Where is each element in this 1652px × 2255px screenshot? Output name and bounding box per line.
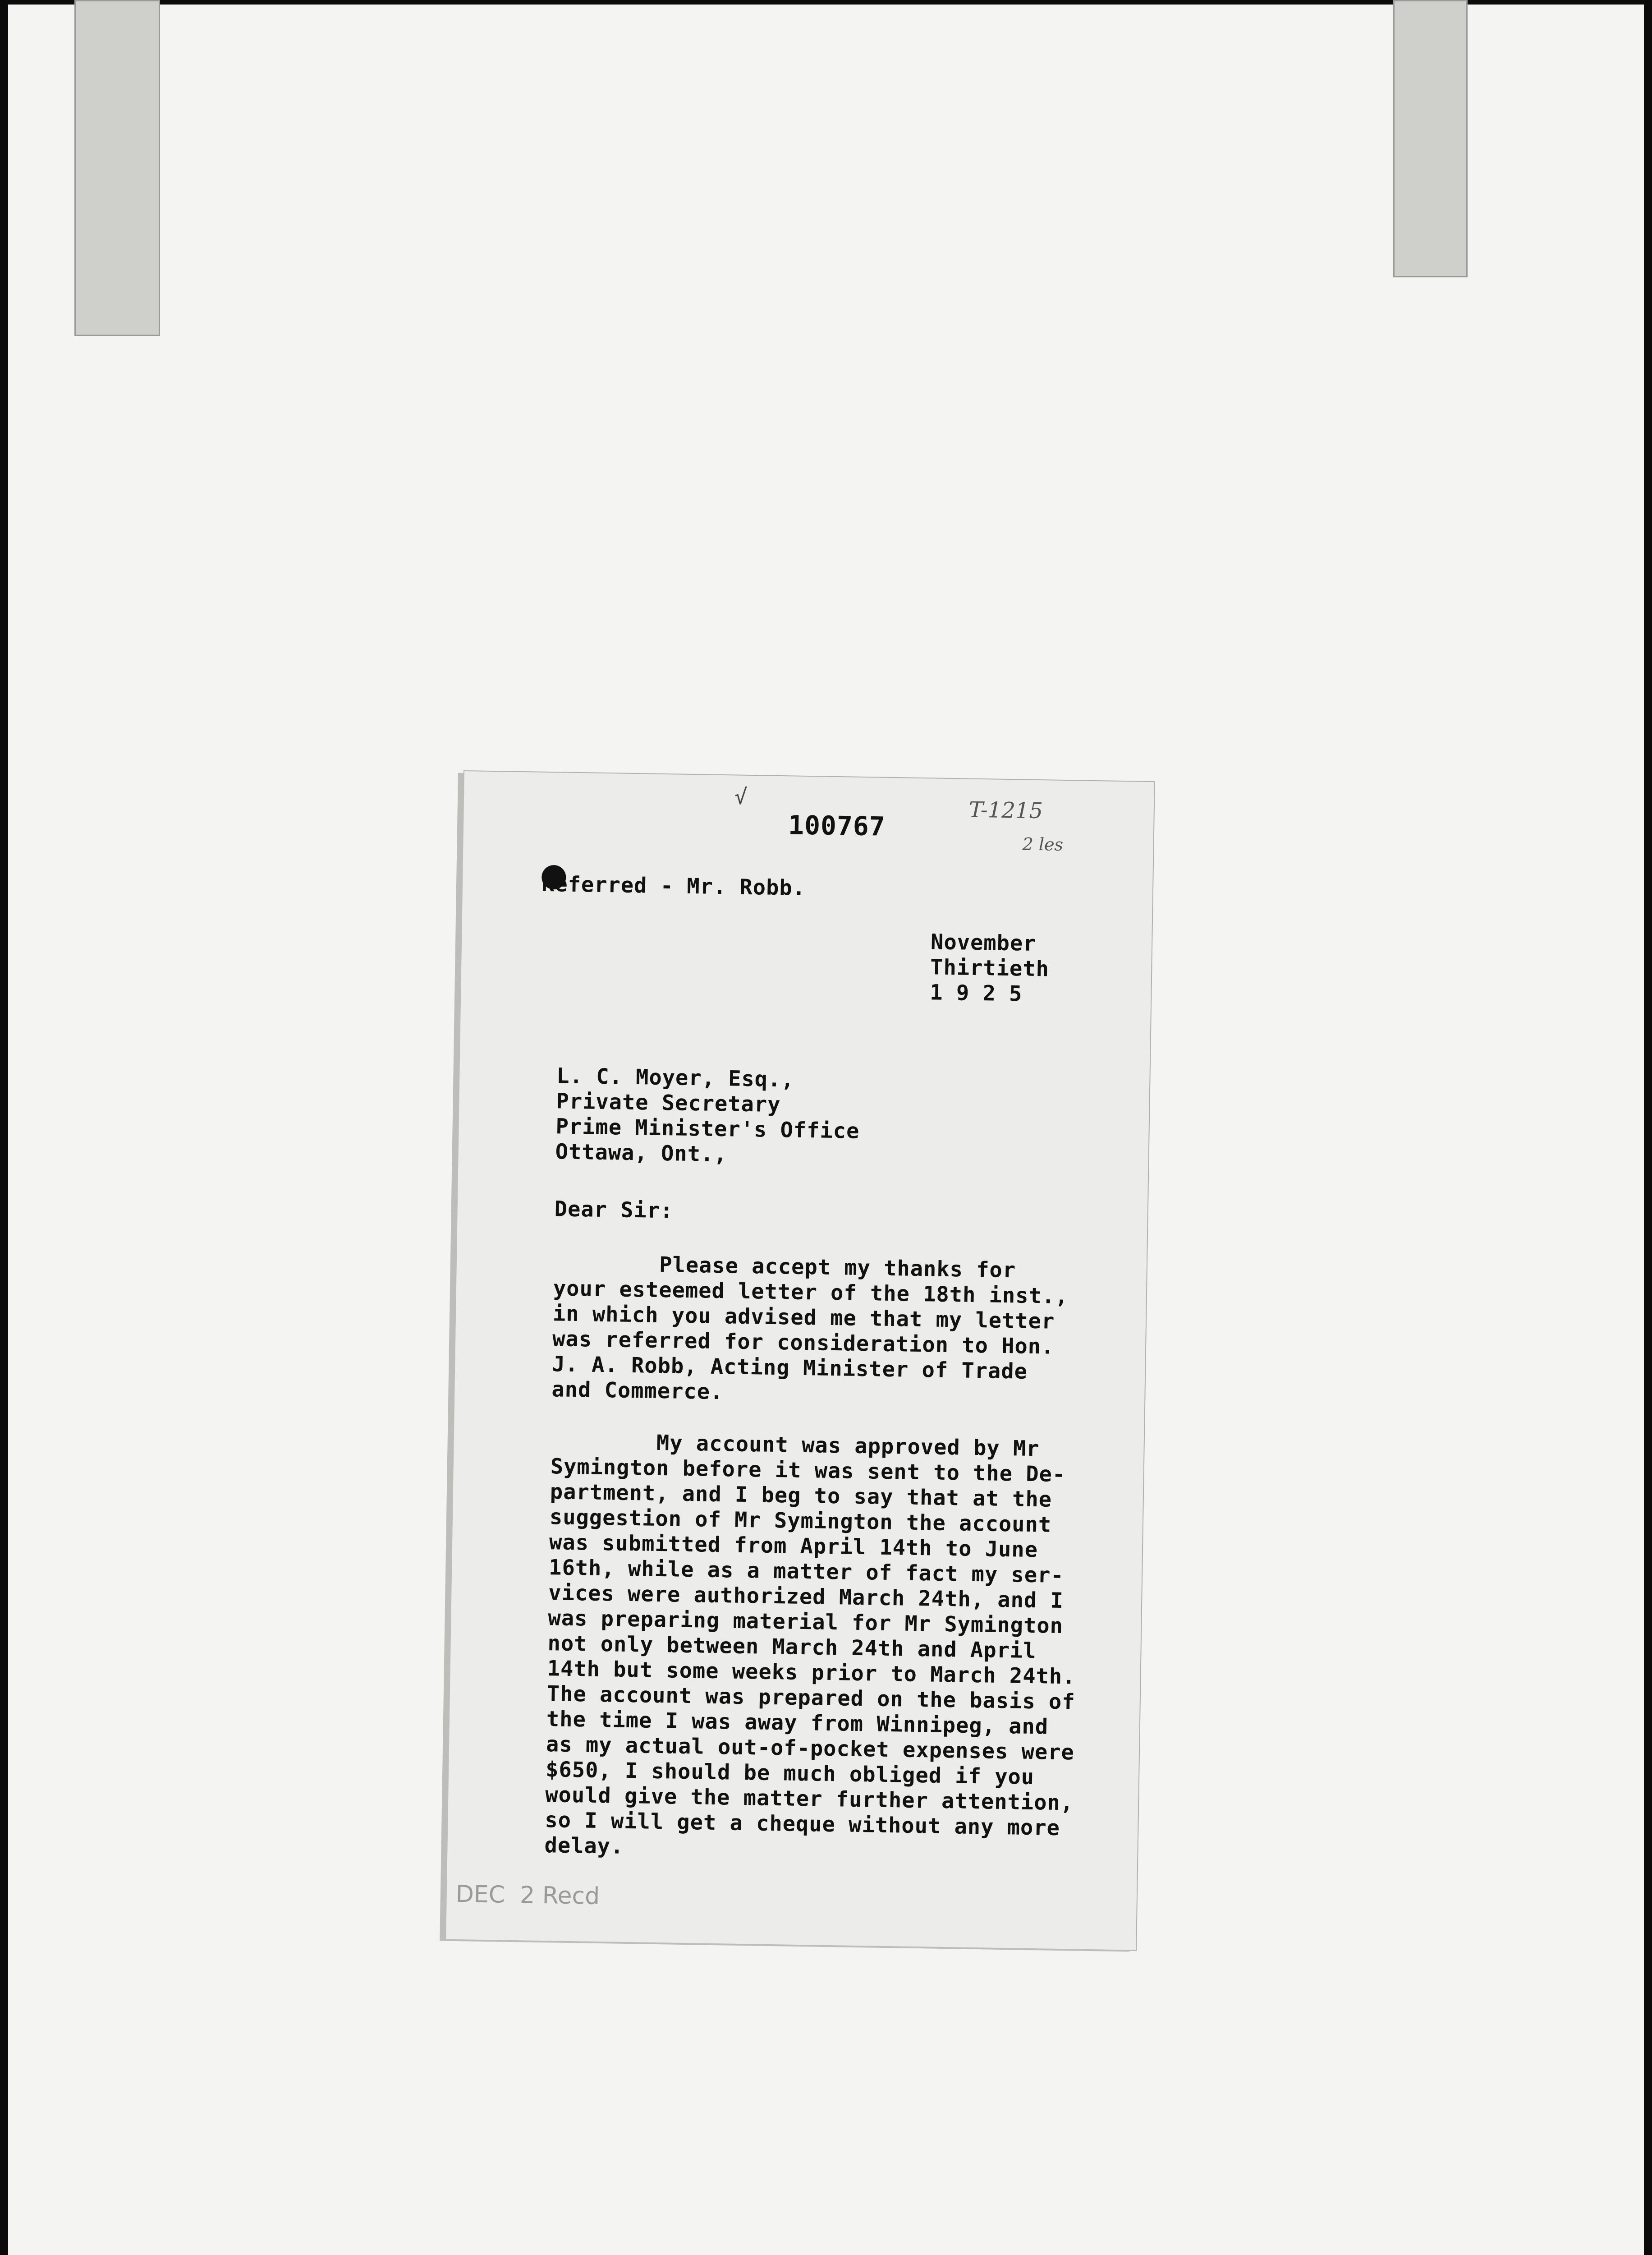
body-line: delay. [544, 1833, 624, 1859]
handwritten-subnote: 2 les [1022, 834, 1064, 855]
paragraph-1 [551, 1251, 1069, 1410]
body-line: partment, and I beg to say that at the [550, 1479, 1052, 1512]
body-line: 14th but some weeks prior to March 24th. [547, 1656, 1076, 1689]
date-year: 1 9 2 5 [929, 980, 1023, 1007]
referral-note: Referred - Mr. Robb. [541, 871, 806, 901]
body-line: the time I was away from Winnipeg, and [546, 1707, 1049, 1740]
body-line: and Commerce. [551, 1377, 724, 1405]
body-line: 16th, while as a matter of fact my ser- [548, 1555, 1065, 1588]
body-line: was submitted from April 14th to June [549, 1530, 1038, 1563]
date-block [930, 930, 1050, 1007]
body-line: your esteemed letter of the 18th inst., [553, 1276, 1069, 1309]
salutation: Dear Sir: [554, 1197, 674, 1224]
body-line: $650, I should be much obliged if you [545, 1757, 1035, 1790]
body-line: in which you advised me that my letter [552, 1301, 1055, 1334]
body-line: was preparing material for Mr Symington [548, 1606, 1064, 1639]
mounting-tape-top-right [1393, 0, 1468, 277]
recipient-address [555, 1063, 860, 1169]
body-line: would give the matter further attention, [545, 1782, 1074, 1816]
body-line: was referred for consideration to Hon. [552, 1326, 1055, 1359]
date-month: November [930, 930, 1037, 956]
body-line: as my actual out-of-pocket expenses were [546, 1732, 1075, 1765]
document-number: 100767 [788, 810, 886, 842]
address-line: Prime Minister's Office [555, 1114, 860, 1144]
handwritten-reference: T-1215 [968, 797, 1043, 824]
body-line: suggestion of Mr Symington the account [549, 1505, 1052, 1537]
body-line: not only between March 24th and April [547, 1631, 1037, 1664]
mounting-tape-top-left [74, 0, 160, 336]
letter-page [446, 771, 1154, 1950]
body-line: My account was approved by Mr [551, 1429, 1040, 1462]
body-line: Please accept my thanks for [553, 1251, 1016, 1283]
body-line: Symington before it was sent to the De- [550, 1454, 1066, 1487]
body-line: The account was prepared on the basis of [546, 1681, 1076, 1715]
received-stamp: DEC 2 Recd [455, 1881, 600, 1910]
address-line: Ottawa, Ont., [555, 1139, 728, 1167]
check-mark: √ [734, 784, 748, 810]
body-line: vices were authorized March 24th, and I [548, 1580, 1064, 1614]
date-day: Thirtieth [930, 955, 1050, 982]
address-line: Private Secretary [556, 1089, 781, 1118]
body-line: so I will get a cheque without any more [545, 1808, 1060, 1841]
address-line: L. C. Moyer, Esq., [556, 1063, 795, 1092]
paragraph-2 [544, 1429, 1079, 1866]
body-line: J. A. Robb, Acting Minister of Trade [551, 1352, 1028, 1384]
